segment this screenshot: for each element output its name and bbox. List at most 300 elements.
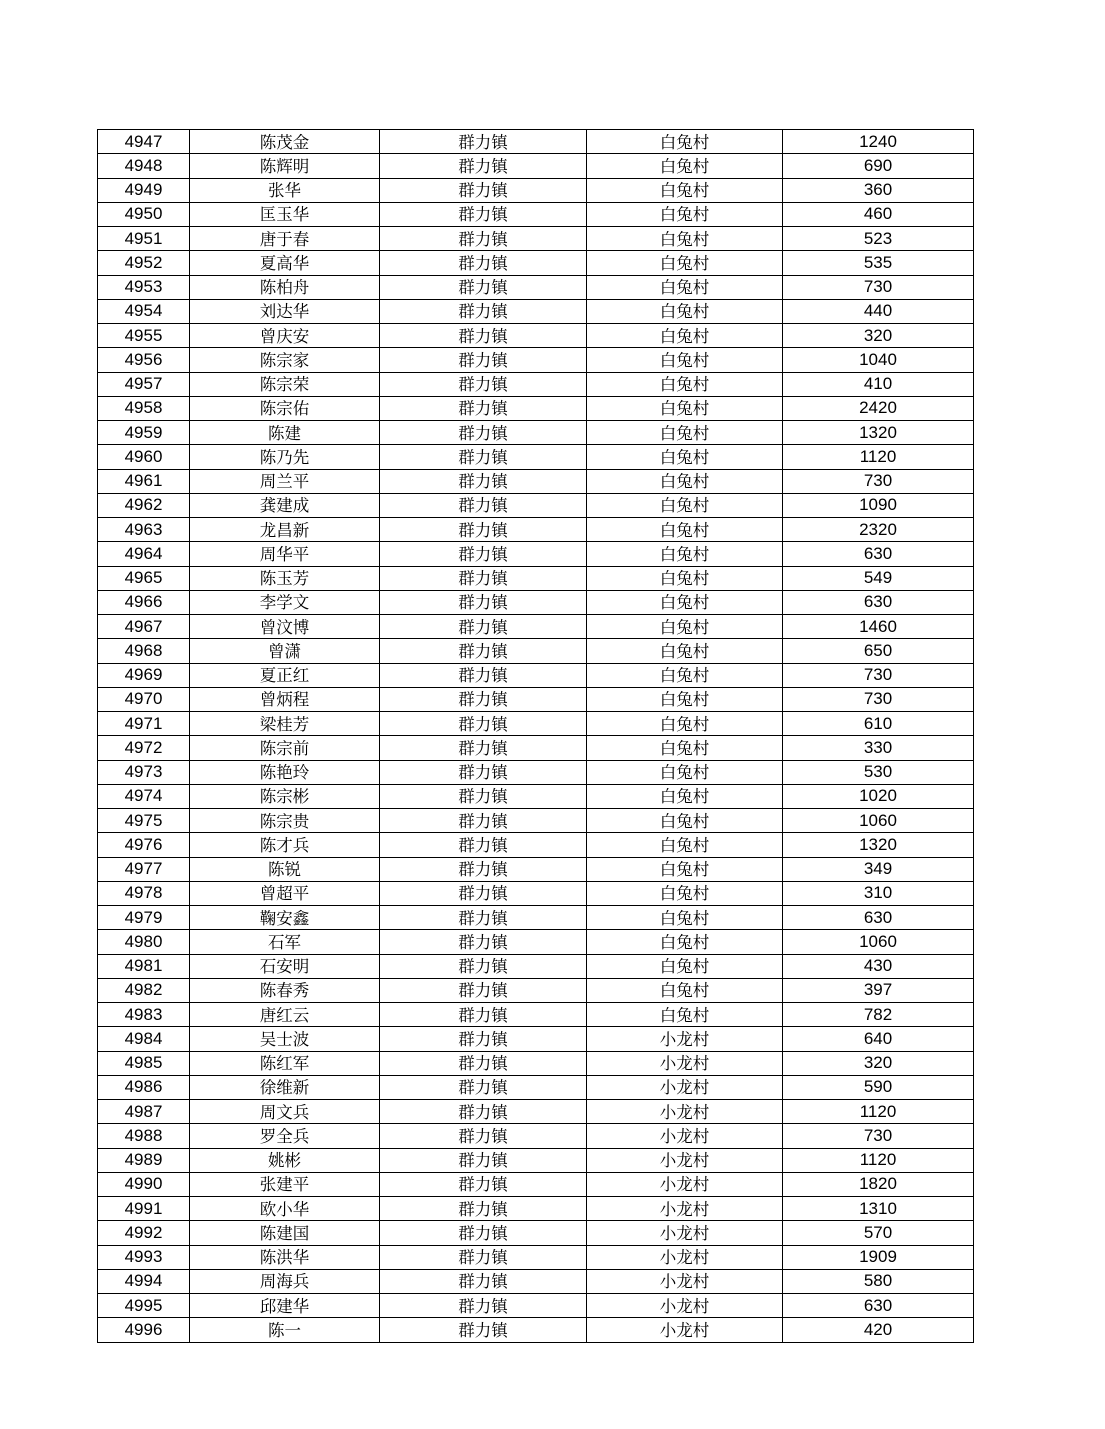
village-cell: 白兔村 [587,348,783,372]
town-cell: 群力镇 [380,639,587,663]
name-cell: 刘达华 [190,299,380,323]
town-cell: 群力镇 [380,493,587,517]
table-row [98,178,974,202]
village-cell: 白兔村 [587,469,783,493]
amount-cell: 1320 [783,833,974,857]
village-cell: 白兔村 [587,590,783,614]
village-cell: 白兔村 [587,615,783,639]
village-cell: 小龙村 [587,1172,783,1196]
amount-cell: 1460 [783,615,974,639]
name-cell: 周海兵 [190,1269,380,1293]
village-cell: 白兔村 [587,1003,783,1027]
town-cell: 群力镇 [380,687,587,711]
amount-cell: 460 [783,202,974,226]
amount-cell: 1090 [783,493,974,517]
name-cell: 周文兵 [190,1100,380,1124]
village-cell: 白兔村 [587,130,783,154]
name-cell: 欧小华 [190,1197,380,1221]
name-cell: 陈艳玲 [190,760,380,784]
amount-cell: 1120 [783,1100,974,1124]
row-number-cell: 4978 [98,881,190,905]
town-cell: 群力镇 [380,736,587,760]
table-row [98,1051,974,1075]
amount-cell: 397 [783,978,974,1002]
table-row [98,809,974,833]
town-cell: 群力镇 [380,154,587,178]
name-cell: 曾汶博 [190,615,380,639]
village-cell: 白兔村 [587,421,783,445]
village-cell: 白兔村 [587,833,783,857]
amount-cell: 730 [783,663,974,687]
amount-cell: 330 [783,736,974,760]
row-number-cell: 4983 [98,1003,190,1027]
town-cell: 群力镇 [380,372,587,396]
village-cell: 小龙村 [587,1197,783,1221]
row-number-cell: 4947 [98,130,190,154]
amount-cell: 410 [783,372,974,396]
name-cell: 龚建成 [190,493,380,517]
village-cell: 白兔村 [587,251,783,275]
town-cell: 群力镇 [380,202,587,226]
village-cell: 白兔村 [587,930,783,954]
town-cell: 群力镇 [380,1075,587,1099]
name-cell: 陈宗佑 [190,396,380,420]
name-cell: 徐维新 [190,1075,380,1099]
town-cell: 群力镇 [380,275,587,299]
town-cell: 群力镇 [380,1221,587,1245]
name-cell: 鞠安鑫 [190,906,380,930]
town-cell: 群力镇 [380,712,587,736]
table-row [98,1075,974,1099]
table-row [98,1245,974,1269]
amount-cell: 430 [783,954,974,978]
amount-cell: 730 [783,275,974,299]
town-cell: 群力镇 [380,566,587,590]
row-number-cell: 4966 [98,590,190,614]
row-number-cell: 4991 [98,1197,190,1221]
town-cell: 群力镇 [380,1027,587,1051]
table-row [98,639,974,663]
town-cell: 群力镇 [380,396,587,420]
town-cell: 群力镇 [380,760,587,784]
row-number-cell: 4984 [98,1027,190,1051]
name-cell: 夏正红 [190,663,380,687]
village-cell: 白兔村 [587,275,783,299]
row-number-cell: 4971 [98,712,190,736]
village-cell: 白兔村 [587,639,783,663]
amount-cell: 1040 [783,348,974,372]
name-cell: 姚彬 [190,1148,380,1172]
table-row [98,130,974,154]
amount-cell: 1820 [783,1172,974,1196]
amount-cell: 570 [783,1221,974,1245]
town-cell: 群力镇 [380,1124,587,1148]
row-number-cell: 4958 [98,396,190,420]
amount-cell: 630 [783,542,974,566]
name-cell: 张建平 [190,1172,380,1196]
amount-cell: 690 [783,154,974,178]
town-cell: 群力镇 [380,130,587,154]
row-number-cell: 4956 [98,348,190,372]
row-number-cell: 4987 [98,1100,190,1124]
amount-cell: 730 [783,469,974,493]
table-row [98,906,974,930]
row-number-cell: 4970 [98,687,190,711]
town-cell: 群力镇 [380,1051,587,1075]
amount-cell: 440 [783,299,974,323]
village-cell: 白兔村 [587,227,783,251]
town-cell: 群力镇 [380,1318,587,1342]
amount-cell: 2320 [783,518,974,542]
name-cell: 曾庆安 [190,324,380,348]
table-row [98,687,974,711]
name-cell: 吴士波 [190,1027,380,1051]
town-cell: 群力镇 [380,227,587,251]
town-cell: 群力镇 [380,881,587,905]
row-number-cell: 4992 [98,1221,190,1245]
village-cell: 白兔村 [587,518,783,542]
row-number-cell: 4955 [98,324,190,348]
row-number-cell: 4980 [98,930,190,954]
amount-cell: 630 [783,906,974,930]
amount-cell: 320 [783,324,974,348]
table-row [98,202,974,226]
village-cell: 白兔村 [587,445,783,469]
table-row [98,590,974,614]
row-number-cell: 4993 [98,1245,190,1269]
town-cell: 群力镇 [380,615,587,639]
amount-cell: 2420 [783,396,974,420]
table-row [98,1124,974,1148]
name-cell: 陈宗贵 [190,809,380,833]
village-cell: 白兔村 [587,712,783,736]
table-row [98,1294,974,1318]
row-number-cell: 4977 [98,857,190,881]
row-number-cell: 4995 [98,1294,190,1318]
town-cell: 群力镇 [380,590,587,614]
name-cell: 陈才兵 [190,833,380,857]
town-cell: 群力镇 [380,469,587,493]
name-cell: 陈建国 [190,1221,380,1245]
amount-cell: 420 [783,1318,974,1342]
name-cell: 陈乃先 [190,445,380,469]
table-row [98,372,974,396]
town-cell: 群力镇 [380,954,587,978]
name-cell: 唐于春 [190,227,380,251]
village-cell: 白兔村 [587,324,783,348]
row-number-cell: 4994 [98,1269,190,1293]
table-row [98,712,974,736]
town-cell: 群力镇 [380,1197,587,1221]
name-cell: 匡玉华 [190,202,380,226]
table-row [98,1100,974,1124]
village-cell: 小龙村 [587,1245,783,1269]
table-row [98,1003,974,1027]
amount-cell: 610 [783,712,974,736]
amount-cell: 630 [783,590,974,614]
table-row [98,930,974,954]
amount-cell: 1120 [783,445,974,469]
amount-cell: 590 [783,1075,974,1099]
amount-cell: 1020 [783,784,974,808]
name-cell: 陈建 [190,421,380,445]
village-cell: 白兔村 [587,784,783,808]
name-cell: 曾潇 [190,639,380,663]
table-row [98,324,974,348]
amount-cell: 650 [783,639,974,663]
town-cell: 群力镇 [380,251,587,275]
row-number-cell: 4975 [98,809,190,833]
village-cell: 白兔村 [587,566,783,590]
town-cell: 群力镇 [380,1100,587,1124]
table-row [98,154,974,178]
name-cell: 周华平 [190,542,380,566]
village-cell: 小龙村 [587,1100,783,1124]
town-cell: 群力镇 [380,348,587,372]
amount-cell: 523 [783,227,974,251]
name-cell: 龙昌新 [190,518,380,542]
town-cell: 群力镇 [380,1269,587,1293]
village-cell: 白兔村 [587,154,783,178]
name-cell: 唐红云 [190,1003,380,1027]
row-number-cell: 4985 [98,1051,190,1075]
name-cell: 周兰平 [190,469,380,493]
name-cell: 陈玉芳 [190,566,380,590]
town-cell: 群力镇 [380,518,587,542]
row-number-cell: 4990 [98,1172,190,1196]
amount-cell: 1060 [783,930,974,954]
name-cell: 陈宗家 [190,348,380,372]
town-cell: 群力镇 [380,809,587,833]
table-row [98,1221,974,1245]
table-row [98,542,974,566]
village-cell: 白兔村 [587,760,783,784]
table-row [98,275,974,299]
table-row [98,566,974,590]
name-cell: 张华 [190,178,380,202]
table-row [98,833,974,857]
town-cell: 群力镇 [380,299,587,323]
row-number-cell: 4988 [98,1124,190,1148]
table-row [98,299,974,323]
table-row [98,227,974,251]
name-cell: 陈宗前 [190,736,380,760]
village-cell: 白兔村 [587,542,783,566]
table-row [98,493,974,517]
amount-cell: 320 [783,1051,974,1075]
town-cell: 群力镇 [380,445,587,469]
name-cell: 夏高华 [190,251,380,275]
row-number-cell: 4952 [98,251,190,275]
town-cell: 群力镇 [380,1148,587,1172]
table-row [98,1027,974,1051]
village-cell: 白兔村 [587,663,783,687]
amount-cell: 630 [783,1294,974,1318]
table-row [98,1172,974,1196]
name-cell: 陈锐 [190,857,380,881]
amount-cell: 1060 [783,809,974,833]
name-cell: 陈宗彬 [190,784,380,808]
row-number-cell: 4969 [98,663,190,687]
village-cell: 白兔村 [587,809,783,833]
table-row [98,954,974,978]
row-number-cell: 4962 [98,493,190,517]
amount-cell: 535 [783,251,974,275]
row-number-cell: 4979 [98,906,190,930]
amount-cell: 580 [783,1269,974,1293]
row-number-cell: 4950 [98,202,190,226]
amount-cell: 782 [783,1003,974,1027]
table-row [98,615,974,639]
table-row [98,1318,974,1342]
table-row [98,1148,974,1172]
town-cell: 群力镇 [380,178,587,202]
row-number-cell: 4967 [98,615,190,639]
row-number-cell: 4965 [98,566,190,590]
village-cell: 白兔村 [587,687,783,711]
amount-cell: 1240 [783,130,974,154]
village-cell: 白兔村 [587,396,783,420]
village-cell: 小龙村 [587,1027,783,1051]
town-cell: 群力镇 [380,1172,587,1196]
village-cell: 白兔村 [587,906,783,930]
village-cell: 白兔村 [587,857,783,881]
name-cell: 陈一 [190,1318,380,1342]
row-number-cell: 4957 [98,372,190,396]
row-number-cell: 4954 [98,299,190,323]
row-number-cell: 4949 [98,178,190,202]
row-number-cell: 4953 [98,275,190,299]
village-cell: 白兔村 [587,299,783,323]
village-cell: 小龙村 [587,1051,783,1075]
row-number-cell: 4973 [98,760,190,784]
village-cell: 小龙村 [587,1294,783,1318]
row-number-cell: 4986 [98,1075,190,1099]
table-row [98,663,974,687]
table-row [98,978,974,1002]
row-number-cell: 4981 [98,954,190,978]
name-cell: 陈宗荣 [190,372,380,396]
amount-cell: 730 [783,1124,974,1148]
amount-cell: 360 [783,178,974,202]
town-cell: 群力镇 [380,1003,587,1027]
row-number-cell: 4982 [98,978,190,1002]
row-number-cell: 4974 [98,784,190,808]
name-cell: 曾超平 [190,881,380,905]
village-cell: 小龙村 [587,1221,783,1245]
amount-cell: 1320 [783,421,974,445]
town-cell: 群力镇 [380,421,587,445]
row-number-cell: 4968 [98,639,190,663]
village-cell: 白兔村 [587,978,783,1002]
village-cell: 小龙村 [587,1148,783,1172]
town-cell: 群力镇 [380,906,587,930]
table-row [98,784,974,808]
name-cell: 曾炳程 [190,687,380,711]
name-cell: 邱建华 [190,1294,380,1318]
table-body [98,130,974,1343]
amount-cell: 730 [783,687,974,711]
amount-cell: 1909 [783,1245,974,1269]
village-cell: 白兔村 [587,736,783,760]
table-row [98,396,974,420]
row-number-cell: 4951 [98,227,190,251]
row-number-cell: 4989 [98,1148,190,1172]
town-cell: 群力镇 [380,542,587,566]
village-cell: 白兔村 [587,202,783,226]
table-row [98,881,974,905]
table-row [98,348,974,372]
row-number-cell: 4964 [98,542,190,566]
name-cell: 梁桂芳 [190,712,380,736]
town-cell: 群力镇 [380,324,587,348]
village-cell: 小龙村 [587,1124,783,1148]
name-cell: 陈茂金 [190,130,380,154]
name-cell: 石安明 [190,954,380,978]
village-cell: 白兔村 [587,372,783,396]
village-cell: 白兔村 [587,881,783,905]
town-cell: 群力镇 [380,857,587,881]
village-cell: 白兔村 [587,954,783,978]
table-row [98,1197,974,1221]
amount-cell: 310 [783,881,974,905]
town-cell: 群力镇 [380,784,587,808]
name-cell: 陈柏舟 [190,275,380,299]
table-row [98,469,974,493]
table-row [98,760,974,784]
town-cell: 群力镇 [380,1294,587,1318]
table-row [98,518,974,542]
name-cell: 罗全兵 [190,1124,380,1148]
amount-cell: 549 [783,566,974,590]
village-cell: 白兔村 [587,493,783,517]
town-cell: 群力镇 [380,1245,587,1269]
village-cell: 小龙村 [587,1075,783,1099]
amount-cell: 640 [783,1027,974,1051]
table-row [98,736,974,760]
row-number-cell: 4963 [98,518,190,542]
town-cell: 群力镇 [380,833,587,857]
row-number-cell: 4948 [98,154,190,178]
row-number-cell: 4960 [98,445,190,469]
table-row [98,445,974,469]
name-cell: 陈春秀 [190,978,380,1002]
amount-cell: 1310 [783,1197,974,1221]
amount-cell: 1120 [783,1148,974,1172]
town-cell: 群力镇 [380,663,587,687]
table-row [98,857,974,881]
name-cell: 石军 [190,930,380,954]
town-cell: 群力镇 [380,930,587,954]
amount-cell: 530 [783,760,974,784]
table-row [98,251,974,275]
village-cell: 小龙村 [587,1318,783,1342]
table-row [98,1269,974,1293]
name-cell: 陈洪华 [190,1245,380,1269]
name-cell: 陈红军 [190,1051,380,1075]
row-number-cell: 4961 [98,469,190,493]
row-number-cell: 4996 [98,1318,190,1342]
town-cell: 群力镇 [380,978,587,1002]
village-cell: 小龙村 [587,1269,783,1293]
amount-cell: 349 [783,857,974,881]
row-number-cell: 4976 [98,833,190,857]
village-cell: 白兔村 [587,178,783,202]
row-number-cell: 4959 [98,421,190,445]
data-table [97,129,974,1343]
row-number-cell: 4972 [98,736,190,760]
name-cell: 陈辉明 [190,154,380,178]
